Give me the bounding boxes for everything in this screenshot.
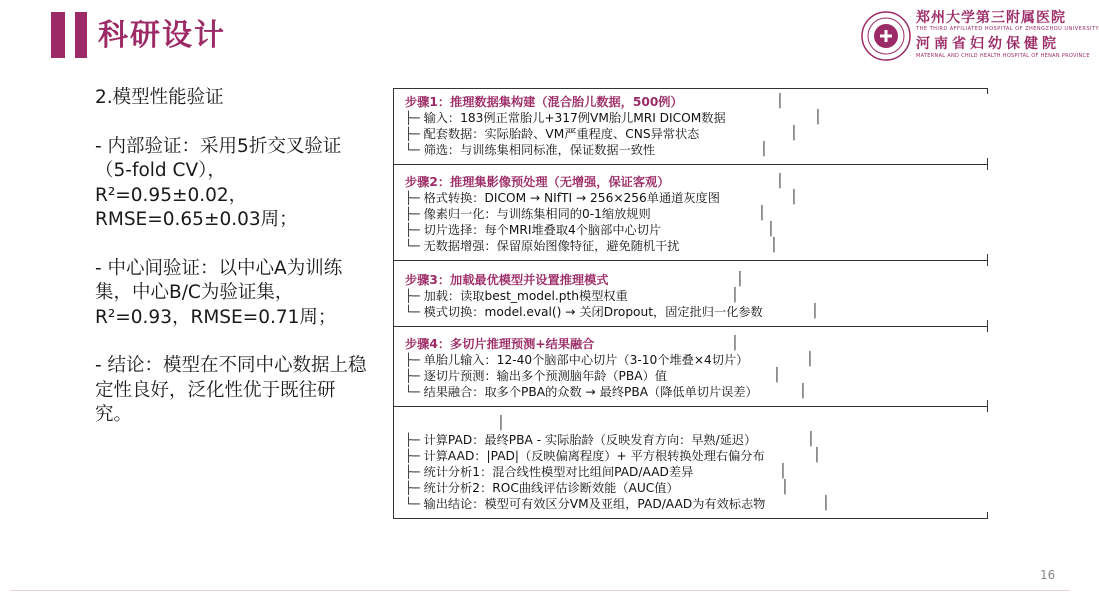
divider <box>987 400 988 412</box>
page-number: 16 <box>1040 568 1056 582</box>
list-item: └─ 结果融合：取多个PBA的众数 → 最终PBA（降低单切片误差） <box>405 385 758 399</box>
divider <box>393 88 988 89</box>
list-item: ├─ 切片选择：每个MRI堆叠取4个脑部中心切片 <box>405 223 662 237</box>
hospital-name-cn-2: 河南省妇幼保健院 <box>916 36 1060 52</box>
divider <box>393 88 394 518</box>
hospital-name-en-2: MATERNAL AND CHILD HEALTH HOSPITAL OF HENAN PROVINCE <box>916 53 1090 59</box>
step4-title: 步骤4：多切片推理预测+结果融合 <box>405 337 595 351</box>
list-item: ├─ 计算PAD：最终PBA - 实际胎龄（反映发育方向：早熟/延迟） <box>405 433 757 447</box>
hospital-name <box>916 10 1099 60</box>
workflow-diagram: 步骤1：推理数据集构建（混合胎儿数据，500例） │ ├─ 输入：183例正常胎儿+317例VM胎儿MRI DICOM数据 │ ├─ 配套数据：实际胎龄、VM严重程度、CNS异常状态 │ └─ 筛选：与训练集相同标准，保证数据一致性 │ 步骤2：推理集影像预处理（无增强，保证客观） │ ├─ 格式转换：DICOM → NIfTI → 256×256单通道灰度图 │ ├─ 像素归一化：与训练集相同的0-1缩放规则 │ ├─ 切片选择：每个MRI堆叠取4个脑部中心切片 │ └─ 无数据增强：保留原始图像特征，避免随机干扰 │ 步骤3：加载最优模型并设置推理模式 │ ├─ 加载：读取best_model.pth模型权重 │ └─ 模式切换：model.eval() → 关闭Dropout，固定批归一化参数 │ 步骤4：多切片推理预测+结果融合 │ ├─ 单胎儿输入：12-40个脑部中心切片（3-10个堆叠×4切片） │ ├─ 逐切片预测：输出多个预测脑年龄（PBA）值 │ └─ 结果融合：取多个PBA的众数 → 最终PBA（降低单切片误差） │ │ ├─ 计算PAD：最终PBA - 实际胎龄（反映发育方向：早熟/延迟） │ ├─ 计算AAD：|PAD|（反映偏离程度）+ 平方根转换处理右偏分布 │ ├─ 统计分析1：混合线性模型对比组间PAD/AAD差异 │ ├─ 统计分析2：ROC曲线评估诊断效能（AUC值） │ └─ 输出结论：模型可有效区分VM及亚组，PAD/AAD为有效标志物 │ <box>393 84 988 524</box>
section-heading: 2.模型性能验证 <box>95 87 224 108</box>
list-item: ├─ 输入：183例正常胎儿+317例VM胎儿MRI DICOM数据 <box>405 111 726 125</box>
list-item: └─ 筛选：与训练集相同标准，保证数据一致性 <box>405 143 656 157</box>
hospital-emblem-icon <box>860 10 912 62</box>
divider <box>987 254 988 266</box>
divider <box>987 158 988 170</box>
header-accent-bar <box>75 12 87 58</box>
step2-title: 步骤2：推理集影像预处理（无增强，保证客观） <box>405 175 670 189</box>
list-item: ├─ 单胎儿输入：12-40个脑部中心切片（3-10个堆叠×4切片） <box>405 353 749 367</box>
page-title: 科研设计 <box>98 18 226 53</box>
list-item: ├─ 加载：读取best_model.pth模型权重 <box>405 289 628 303</box>
divider <box>393 164 988 165</box>
external-validation-text: - 中心间验证：以中心A为训练集，中心B/C为验证集，R²=0.93，RMSE=0.71周； <box>95 257 343 328</box>
footer-divider <box>10 590 1070 591</box>
list-item: ├─ 逐切片预测：输出多个预测脑年龄（PBA）值 <box>405 369 667 383</box>
header-accent-bar <box>51 12 65 58</box>
list-item: ├─ 统计分析2：ROC曲线评估诊断效能（AUC值） <box>405 481 679 495</box>
step1-title: 步骤1：推理数据集构建（混合胎儿数据，500例） <box>405 95 683 109</box>
divider <box>393 406 988 407</box>
divider <box>987 512 988 518</box>
divider <box>393 518 988 519</box>
list-item: ├─ 像素归一化：与训练集相同的0-1缩放规则 <box>405 207 651 221</box>
divider <box>393 326 988 327</box>
step3-title: 步骤3：加载最优模型并设置推理模式 <box>405 273 609 287</box>
divider <box>987 88 988 94</box>
conclusion-text: - 结论：模型在不同中心数据上稳定性良好，泛化性优于既往研究。 <box>95 355 367 425</box>
divider <box>987 320 988 332</box>
list-item: ├─ 计算AAD：|PAD|（反映偏离程度）+ 平方根转换处理右偏分布 <box>405 449 765 463</box>
list-item: ├─ 配套数据：实际胎龄、VM严重程度、CNS异常状态 <box>405 127 700 141</box>
list-item: ├─ 统计分析1：混合线性模型对比组间PAD/AAD差异 <box>405 465 694 479</box>
list-item: └─ 输出结论：模型可有效区分VM及亚组，PAD/AAD为有效标志物 <box>405 497 766 511</box>
hospital-name-en: THE THIRD AFFILIATED HOSPITAL OF ZHENGZHOU UNIVERSITY <box>916 26 1099 32</box>
list-item: └─ 模式切换：model.eval() → 关闭Dropout，固定批归一化参数 <box>405 305 763 319</box>
divider <box>393 260 988 261</box>
validation-text <box>95 86 370 428</box>
internal-validation-text: - 内部验证：采用5折交叉验证（5-fold CV），R²=0.95±0.02，RMSE=0.65±0.03周； <box>95 135 342 230</box>
list-item: ├─ 格式转换：DICOM → NIfTI → 256×256单通道灰度图 <box>405 191 720 205</box>
list-item: └─ 无数据增强：保留原始图像特征，避免随机干扰 <box>405 239 680 253</box>
hospital-name-cn: 郑州大学第三附属医院 <box>916 10 1066 26</box>
